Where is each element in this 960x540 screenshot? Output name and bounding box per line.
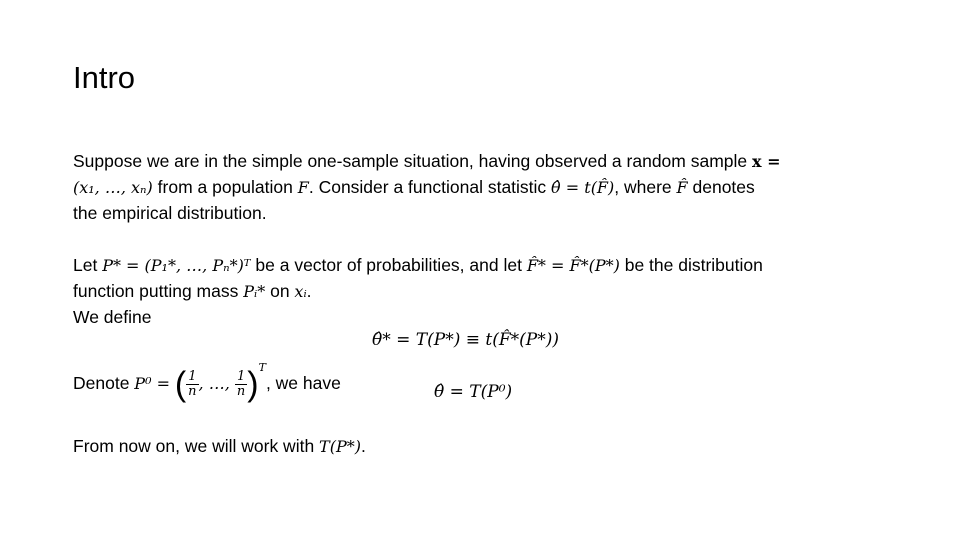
text: on (265, 281, 295, 301)
math-sample: (x₁, …, xₙ) (73, 178, 153, 197)
paragraph-1-line-1 (73, 148, 781, 175)
paragraph-2-line-2 (73, 278, 312, 305)
fraction-1-over-n: $\frac{1}{n}$ (188, 368, 197, 399)
text: . (306, 281, 312, 301)
math-F-hat: F̂ (676, 178, 688, 197)
math-xi: xᵢ (294, 282, 307, 301)
math-Pi-star: Pᵢ* (243, 282, 266, 301)
text: , where (614, 177, 677, 197)
equation-theta-hat: θ̂ = T(P⁰) (434, 382, 513, 402)
paragraph-4 (73, 433, 366, 460)
superscript-T: T (258, 361, 266, 374)
text: be the distribution (619, 255, 763, 275)
text: , we have (265, 373, 341, 393)
text: Suppose we are in the simple one-sample situation, having observed a random sample (73, 151, 752, 171)
text: Denote (73, 373, 135, 393)
text: From now on, we will work with (73, 436, 320, 456)
paragraph-3 (73, 346, 341, 406)
paragraph-2-line-1 (73, 252, 763, 279)
text: We define (73, 307, 152, 327)
paragraph-1-line-2 (73, 174, 755, 201)
text: Let (73, 255, 103, 275)
text: from a population (152, 177, 298, 197)
text: . Consider a functional statistic (308, 177, 552, 197)
slide-title: Intro (73, 60, 136, 95)
math-T-P-star: T(P*) (319, 437, 361, 456)
math-F: F (297, 178, 309, 197)
fraction-1-over-n: $\frac{1}{n}$ (236, 368, 246, 399)
text: denotes (687, 177, 755, 197)
right-paren: ) (247, 365, 259, 404)
math-theta-hat: θ̂ = t(F̂) (551, 178, 615, 197)
text: function putting mass (73, 281, 244, 301)
math-F-hat-star: F̂* = F̂*(P*) (526, 256, 620, 275)
math-x: x = (752, 152, 781, 171)
paragraph-1-line-3 (73, 200, 267, 226)
math-P0: P⁰ = (134, 374, 170, 393)
dots: , …, (198, 374, 235, 393)
text: the empirical distribution. (73, 203, 267, 223)
paragraph-2-line-3 (73, 304, 151, 330)
equation-theta-star: θ̂* = T(P*) ≡ t(F̂*(P*)) (372, 330, 559, 350)
text: . (360, 436, 366, 456)
left-paren: ( (174, 365, 187, 404)
math-P-star: P* = (P₁*, …, Pₙ*)ᵀ (102, 256, 251, 275)
text: be a vector of probabilities, and let (250, 255, 527, 275)
